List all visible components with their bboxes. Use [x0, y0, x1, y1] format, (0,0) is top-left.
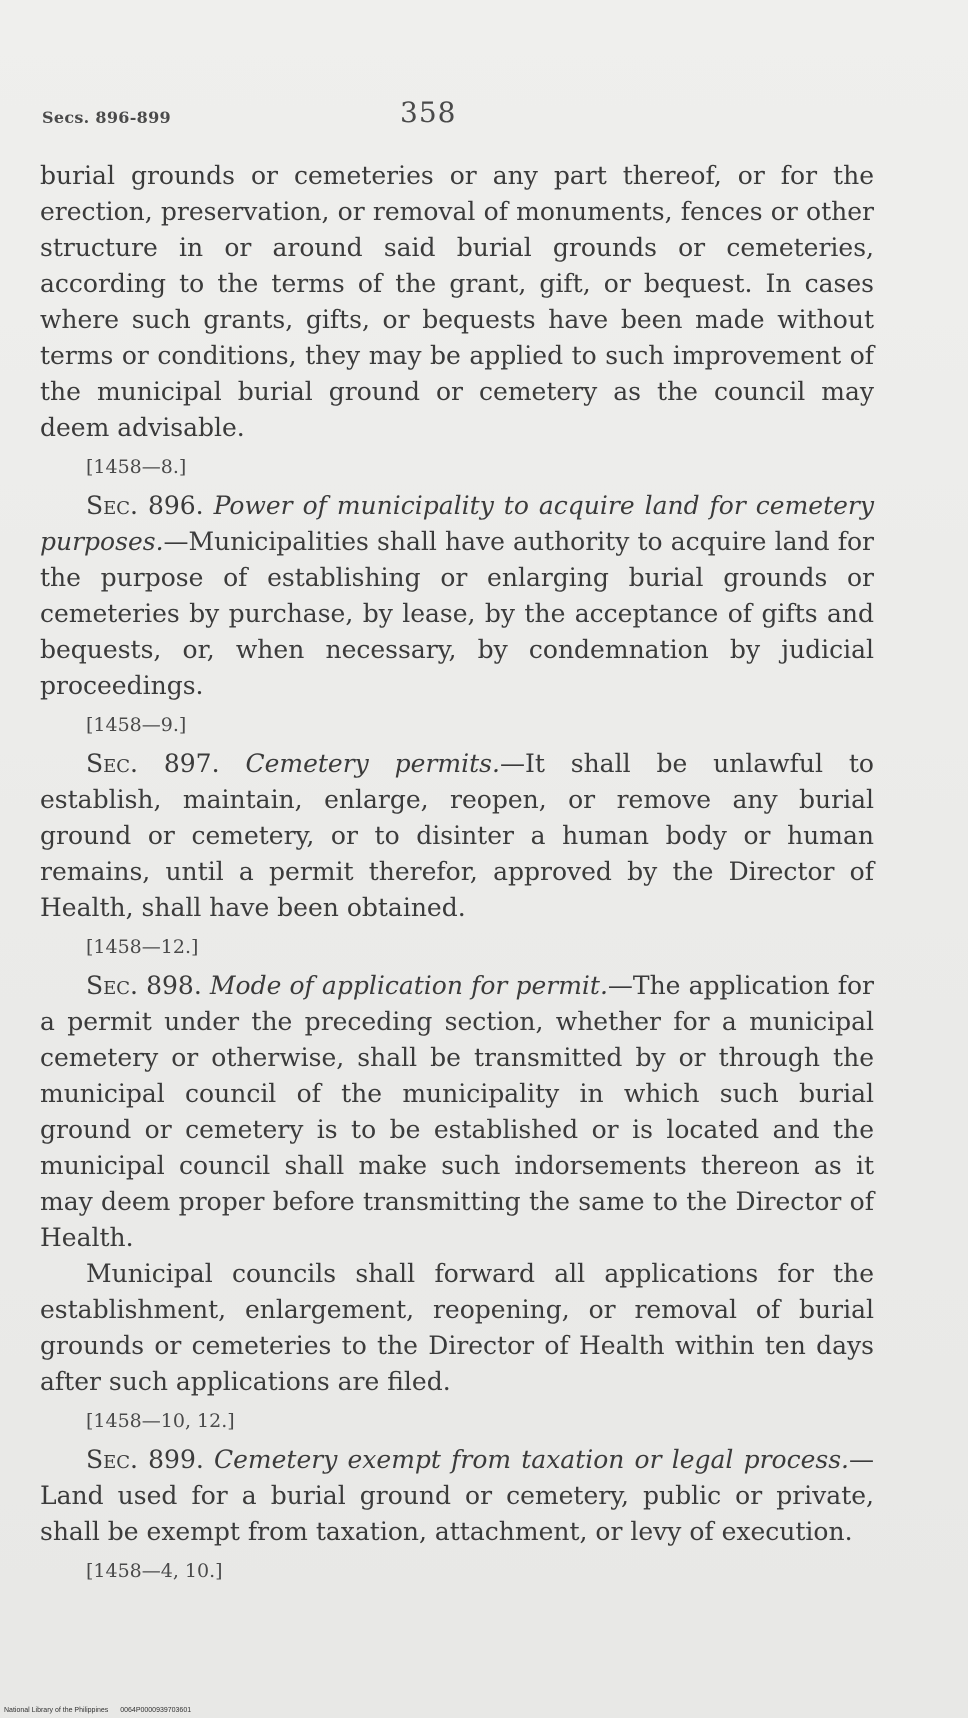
citation: [1458—9.] — [86, 714, 187, 736]
running-head: Secs. 896-899 — [42, 108, 171, 127]
section-898 — [40, 968, 874, 1256]
citation: [1458—10, 12.] — [86, 1410, 235, 1432]
section-text: —Municipalities shall have authority to acquire land for the purpose of establishing or enlarging burial grounds or cemeteries by purchase, by lease, by the acceptance of gifts and bequests, or, when necessary, by condemnation by judicial proceedings. — [40, 527, 874, 700]
section-897 — [40, 746, 874, 926]
section-899 — [40, 1442, 874, 1550]
section-text: —It shall be unlawful to establish, maintain, enlarge, reopen, or remove any burial ground or cemetery, or to disinter a human body or human remains, until a permit therefor, approved by the Director of Health, shall have been obtained. — [40, 749, 874, 922]
continued-paragraph: burial grounds or cemeteries or any part thereof, or for the erection, preservation, or removal of monuments, fences or other structure in or around said burial grounds or cemeteries, according to the terms of the grant, gift, or bequest. In cases where such grants, gifts, or bequests have been made without terms or conditions, they may be applied to such improvement of the municipal burial ground or cemetery as the council may deem advisable. — [40, 161, 874, 442]
section-label: Sec. 897. — [86, 749, 220, 778]
section-898-paragraph-2: Municipal councils shall forward all applications for the establishment, enlargement, reopening, or removal of burial grounds or cemeteries to the Director of Health within ten days after such applications are filed. — [40, 1259, 874, 1396]
section-text: —The application for a permit under the preceding section, whether for a municipal cemetery or otherwise, shall be transmitted by or through the municipal council of the municipality in which such burial ground or cemetery is to be established or is located and the municipal council shall make such indorsements thereon as it may deem proper before transmitting the same to the Director of Health. — [40, 971, 874, 1252]
citation: [1458—8.] — [86, 456, 187, 478]
citation: [1458—4, 10.] — [86, 1560, 223, 1582]
page-body — [40, 158, 874, 1592]
section-label: Sec. 898. — [86, 971, 202, 1000]
page-number: 358 — [400, 96, 457, 129]
library-credit: National Library of the Philippines — [4, 1707, 109, 1714]
section-label: Sec. 896. — [86, 491, 204, 520]
section-896 — [40, 488, 874, 704]
citation: [1458—12.] — [86, 936, 199, 958]
section-title: Cemetery permits. — [245, 749, 500, 778]
section-text: —Land used for a burial ground or cemetery, public or private, shall be exempt from taxation, attachment, or levy of execution. — [40, 1445, 874, 1546]
section-title: Mode of application for permit. — [209, 971, 608, 1000]
scan-footer — [4, 1707, 191, 1714]
scan-identifier: 0064P0000939703601 — [120, 1707, 192, 1714]
section-label: Sec. 899. — [86, 1445, 204, 1474]
section-title: Cemetery exempt from taxation or legal process. — [214, 1445, 849, 1474]
section-title: Power of municipality to acquire land for cemetery purposes. — [40, 491, 874, 556]
